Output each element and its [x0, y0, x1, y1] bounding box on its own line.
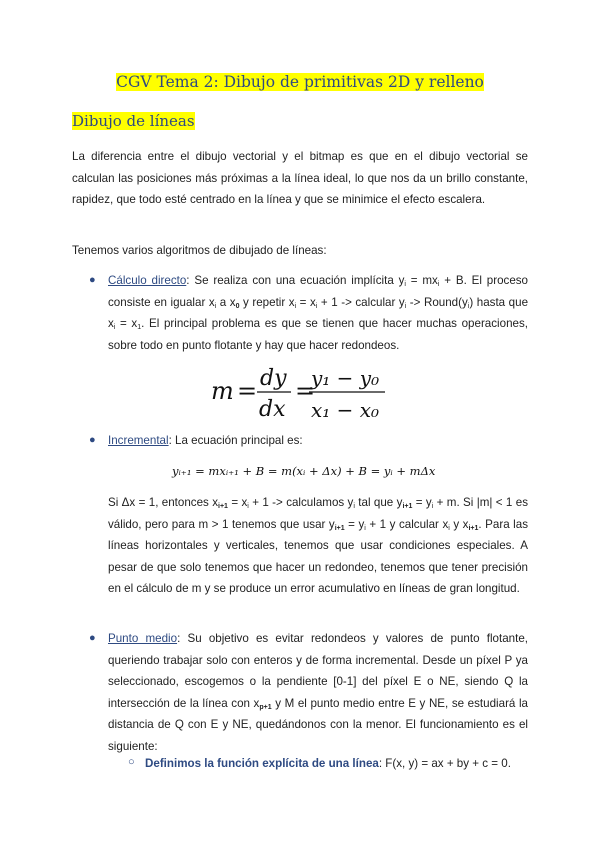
formula-num1: dy — [260, 366, 287, 391]
link-punto-medio[interactable]: Punto medio — [108, 632, 178, 645]
formula-eq1: = — [237, 377, 258, 405]
link-incremental[interactable]: Incremental — [108, 434, 169, 447]
formula-lhs: m — [211, 377, 234, 405]
bullet-icon: ● — [89, 632, 96, 644]
list-item-incremental: Incremental: La ecuación principal es: — [108, 434, 303, 447]
link-calculo-directo[interactable]: Cálculo directo — [108, 274, 187, 287]
bullet-icon: ● — [89, 274, 96, 286]
intro-paragraph: La diferencia entre el dibujo vectorial y el bitmap es que en el dibujo vectorial se calculan las posiciones más próximas a la línea ideal, lo que nos da un brillo constante, rapidez, que todo esté centrado en la línea y que se minimice el efecto escalera. — [72, 150, 528, 206]
list-item-calculo-directo: Cálculo directo: Se realiza con una ecuación implícita $y_i = mx_i + B$. El proceso consiste en igualar $x_i$ a $x_0$ y repetir $x_i = x_i + 1$ -> calcular $y_i$ -> $Round(y_i)$ hasta que $x_i = x_1$. El principal problema es que se tienen que hacer muchas operaciones, sobre todo en punto flotante y hay que hacer redondeos. — [108, 274, 529, 352]
formula-num2: y₁ − y₀ — [311, 366, 380, 390]
circle-bullet-icon: ○ — [128, 756, 135, 768]
list-item-punto-medio: Punto medio: Su objetivo es evitar redondeos y valores de punto flotante, queriendo trabajar solo con enteros y de forma incremental. Desde un píxel P ya seleccionado, escogemos o la pendiente [0-1] del píxel E o NE, siendo Q la intersección de la línea con $x_{p+1}$ y M el punto medio entre E y NE, se estudiará la distancia de Q con E y NE, quedándonos con la menor. El funcionamiento es el siguiente: — [108, 632, 528, 753]
formula-eq2: = — [295, 377, 316, 405]
sub-item-funcion-explicita: Definimos la función explícita de una línea: F(x, y) = ax + by + c = 0. — [145, 757, 511, 770]
document-title — [0, 73, 600, 91]
formula-slope — [205, 360, 395, 426]
incremental-detail: Si Δx = 1, entonces $x_{i+1} = x_i + 1$ -> calculamos $y_i$ tal que $y_{i+1} = y_i + m$. Si |m| < 1 es válido, pero para m > 1 tenemos que usar $y_{i+1} = y_i + 1$ y calcular $x_i$ y $x_{i+1}$. Para las líneas horizontales y verticales, tenemos que usar condiciones especiales. A pesar de que solo tenemos que hacer un redondeo, tenemos que tener precisión en el cálculo de m y se produce un error acumulativo en líneas de gran longitud. — [108, 496, 528, 595]
section-heading-text: Dibujo de líneas — [72, 112, 195, 130]
formula-den1: dx — [259, 397, 286, 422]
formula-incremental: yᵢ₊₁ = mxᵢ₊₁ + B = m(xᵢ + Δx) + B = yᵢ + mΔx — [172, 464, 436, 478]
title-text: CGV Tema 2: Dibujo de primitivas 2D y relleno — [116, 73, 484, 91]
algorithms-intro: Tenemos varios algoritmos de dibujado de líneas: — [72, 244, 327, 257]
section-heading — [72, 112, 195, 130]
formula-den2: x₁ − x₀ — [311, 398, 380, 422]
bullet-icon: ● — [89, 434, 96, 446]
